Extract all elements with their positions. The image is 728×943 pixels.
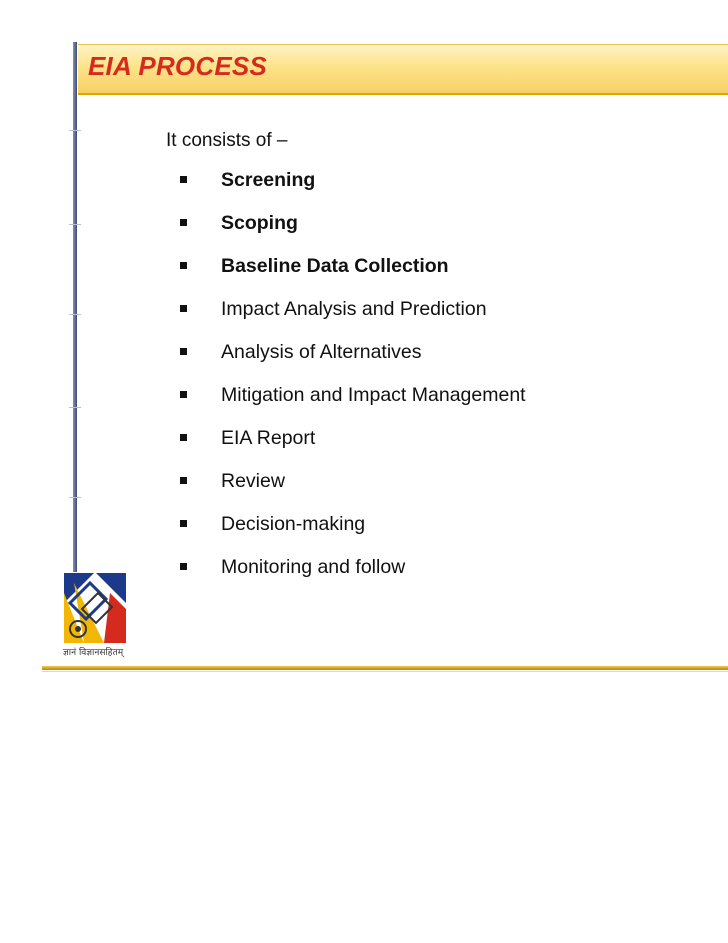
square-bullet-icon <box>180 434 187 441</box>
square-bullet-icon <box>180 391 187 398</box>
square-bullet-icon <box>180 477 187 484</box>
logo-caption: ज्ञानं विज्ञानसहितम् <box>63 648 124 658</box>
list-item-label: Analysis of Alternatives <box>221 341 422 363</box>
footer-rule <box>42 666 728 670</box>
square-bullet-icon <box>180 176 187 183</box>
list-item-label: Monitoring and follow <box>221 556 406 578</box>
list-item-label: Decision-making <box>221 513 366 535</box>
slide-title: EIA PROCESS <box>88 51 267 81</box>
list-item-label: Baseline Data Collection <box>221 255 449 277</box>
square-bullet-icon <box>180 563 187 570</box>
list-item-label: Screening <box>221 169 316 191</box>
square-bullet-icon <box>180 219 187 226</box>
square-bullet-icon <box>180 348 187 355</box>
left-rule <box>73 42 77 572</box>
intro-text: It consists of – <box>166 130 288 151</box>
square-bullet-icon <box>180 305 187 312</box>
square-bullet-icon <box>180 262 187 269</box>
list-item-label: Scoping <box>221 212 298 234</box>
list-item-label: Impact Analysis and Prediction <box>221 298 487 320</box>
square-bullet-icon <box>180 520 187 527</box>
list-item-label: Mitigation and Impact Management <box>221 384 526 406</box>
institute-logo-icon <box>64 573 126 643</box>
list-item-label: EIA Report <box>221 427 316 449</box>
list-item-label: Review <box>221 470 285 492</box>
